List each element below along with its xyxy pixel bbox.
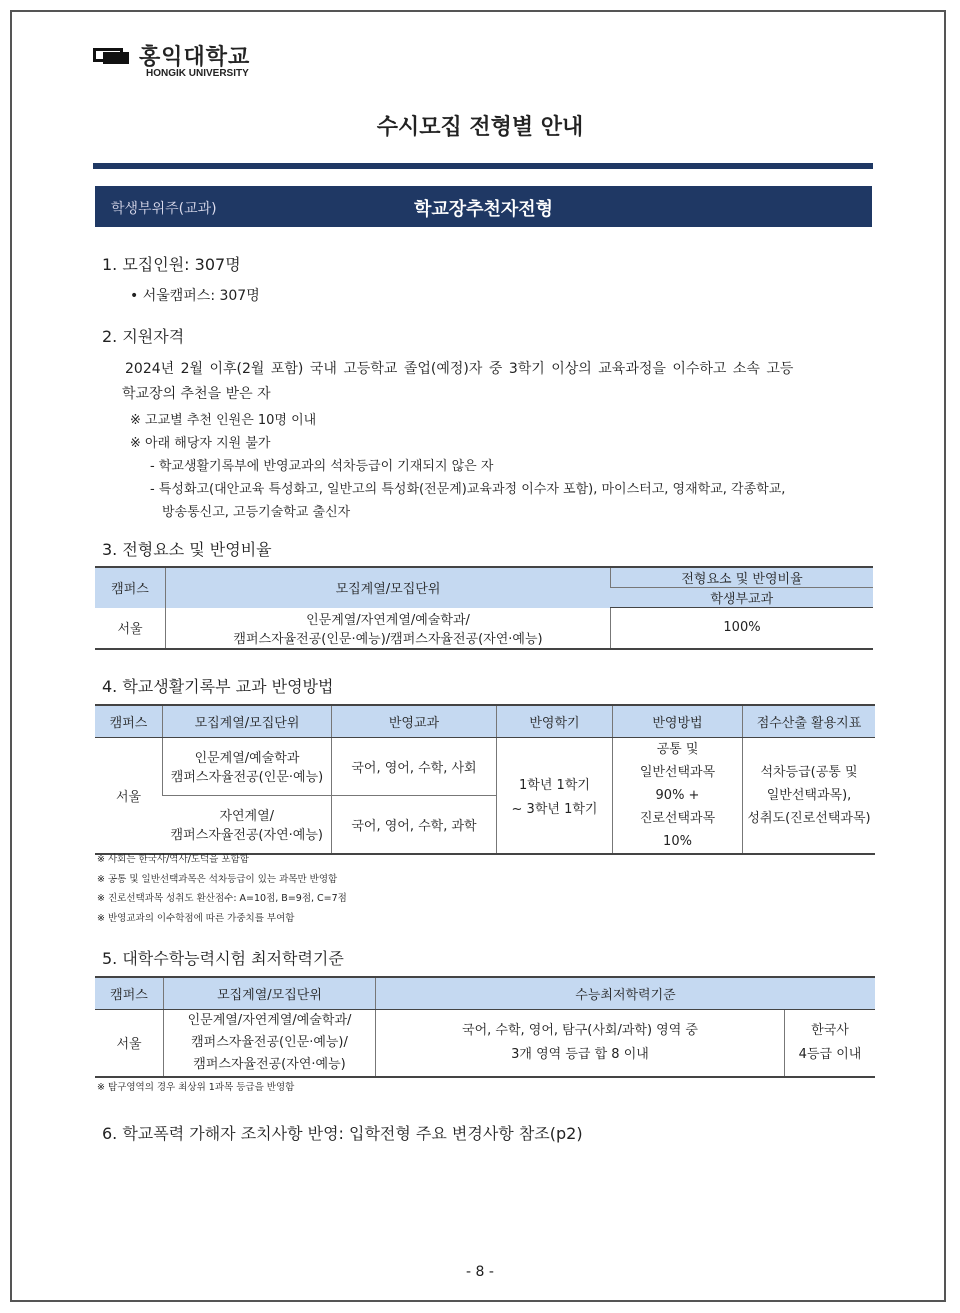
- header-minimum-standard: 수능최저학력기준: [376, 977, 876, 1009]
- table-note: ※ 진로선택과목 성취도 환산점수: A=10점, B=9점, C=7점: [97, 893, 347, 904]
- method-line: 진로선택과목: [639, 810, 716, 826]
- header-elements: 전형요소 및 반영비율: [611, 567, 874, 588]
- cell-korean-history: [785, 1009, 876, 1077]
- section5-heading: 5. 대학수학능력시험 최저학력기준: [102, 949, 344, 968]
- header-semesters: 반영학기: [497, 705, 613, 737]
- semester-line: ~ 3학년 1학기: [511, 801, 598, 817]
- cell-semesters: [497, 737, 613, 854]
- cell-campus: 서울: [116, 1037, 142, 1052]
- university-logo: [93, 40, 250, 71]
- ratio-table: [95, 566, 873, 650]
- index-line: 일반선택과목),: [766, 787, 852, 803]
- csat-table: [95, 976, 875, 1078]
- unit-line: 캠퍼스자율전공(인문·예능)/: [191, 1034, 348, 1050]
- header-method: 반영방법: [613, 705, 743, 737]
- index-line: 석차등급(공통 및: [760, 764, 858, 780]
- table-note: ※ 반영교과의 이수학점에 따른 가중치를 부여함: [97, 913, 295, 924]
- cell-unit: [163, 737, 332, 796]
- section3-heading: 3. 전형요소 및 반영비율: [102, 540, 272, 559]
- cell-standard: [376, 1009, 785, 1077]
- title-rule: [93, 163, 873, 169]
- header-school-record: 학생부교과: [611, 588, 874, 608]
- logo-mark-icon: [93, 46, 133, 66]
- logo-korean: 홍익대학교: [139, 45, 251, 70]
- unit-line: 캠퍼스자율전공(자연·예능): [170, 828, 323, 844]
- index-line: 성취도(진로선택과목): [747, 810, 871, 826]
- admission-banner: [95, 186, 872, 227]
- history-line: 한국사: [811, 1022, 849, 1038]
- table-note: ※ 사회는 한국사/역사/도덕을 포함함: [97, 854, 249, 865]
- header-campus: 캠퍼스: [95, 705, 163, 737]
- section1-bullet: • 서울캠퍼스: 307명: [130, 288, 260, 304]
- header-campus: 캠퍼스: [95, 567, 166, 608]
- header-unit: 모집계열/모집단위: [164, 977, 376, 1009]
- standard-line: 국어, 수학, 영어, 탐구(사회/과학) 영역 중: [462, 1022, 698, 1038]
- unit-line: 캠퍼스자율전공(인문·예능)/캠퍼스자율전공(자연·예능): [233, 631, 543, 647]
- cell-campus: 서울: [117, 622, 143, 637]
- unit-line: 캠퍼스자율전공(자연·예능): [193, 1056, 346, 1072]
- logo-english: HONGIK UNIVERSITY: [146, 68, 249, 79]
- cell-subjects: 국어, 영어, 수학, 과학: [332, 796, 497, 854]
- header-unit: 모집계열/모집단위: [166, 567, 611, 608]
- cell-ratio: 100%: [611, 608, 874, 649]
- ineligible-item: - 학교생활기록부에 반영교과의 석차등급이 기재되지 않은 자: [150, 459, 494, 474]
- method-line: 10%: [663, 833, 692, 849]
- cell-campus: 서울: [115, 789, 142, 805]
- unit-line: 인문계열/예술학과: [194, 751, 300, 767]
- page-title: 수시모집 전형별 안내: [376, 115, 584, 140]
- eligibility-note: ※ 고교별 추천 인원은 10명 이내: [130, 413, 317, 428]
- cell-method: [613, 737, 743, 854]
- header-subjects: 반영교과: [332, 705, 497, 737]
- ineligible-item: 방송통신고, 고등기술학교 출신자: [162, 505, 351, 520]
- section6-heading: 6. 학교폭력 가해자 조치사항 반영: 입학전형 주요 변경사항 참조(p2): [102, 1124, 583, 1143]
- header-unit: 모집계열/모집단위: [163, 705, 332, 737]
- cell-index: [743, 737, 876, 854]
- ineligible-item: - 특성화고(대안교육 특성화고, 일반고의 특성화(전문계)교육과정 이수자 포함), 마이스터고, 영재학교, 각종학교,: [150, 482, 786, 497]
- banner-title: 학교장추천자전형: [413, 199, 554, 220]
- cell-unit: [163, 796, 332, 854]
- section1-heading: 1. 모집인원: 307명: [102, 255, 241, 274]
- page-number: - 8 -: [466, 1264, 494, 1280]
- cell-unit: [166, 608, 611, 649]
- header-campus: 캠퍼스: [95, 977, 164, 1009]
- unit-line: 인문계열/자연계열/예술학과/: [306, 612, 470, 628]
- cell-subjects: 국어, 영어, 수학, 사회: [332, 737, 497, 796]
- header-index: 점수산출 활용지표: [743, 705, 876, 737]
- unit-line: 자연계열/: [219, 809, 275, 825]
- unit-line: 캠퍼스자율전공(인문·예능): [170, 770, 324, 786]
- table-note: ※ 공통 및 일반선택과목은 석차등급이 있는 과목만 반영함: [97, 874, 338, 885]
- eligibility-note: ※ 아래 해당자 지원 불가: [130, 436, 271, 451]
- semester-line: 1학년 1학기: [519, 777, 590, 793]
- method-line: 일반선택과목: [639, 764, 716, 780]
- record-method-table: [95, 704, 875, 855]
- method-line: 공통 및: [656, 741, 699, 757]
- cell-unit: [164, 1009, 376, 1077]
- eligibility-line: 학교장의 추천을 받은 자: [122, 386, 271, 402]
- standard-line: 3개 영역 등급 합 8 이내: [511, 1046, 649, 1062]
- section2-heading: 2. 지원자격: [102, 327, 185, 346]
- method-line: 90% +: [655, 787, 700, 803]
- unit-line: 인문계열/자연계열/예술학과/: [187, 1012, 352, 1028]
- section4-heading: 4. 학교생활기록부 교과 반영방법: [102, 677, 334, 696]
- history-line: 4등급 이내: [798, 1046, 862, 1062]
- table-note: ※ 탐구영역의 경우 최상위 1과목 등급을 반영함: [97, 1082, 295, 1093]
- banner-category: 학생부위주(교과): [111, 201, 217, 217]
- eligibility-line: 2024년 2월 이후(2월 포함) 국내 고등학교 졸업(예정)자 중 3학기 이상의 교육과정을 이수하고 소속 고등: [125, 361, 794, 377]
